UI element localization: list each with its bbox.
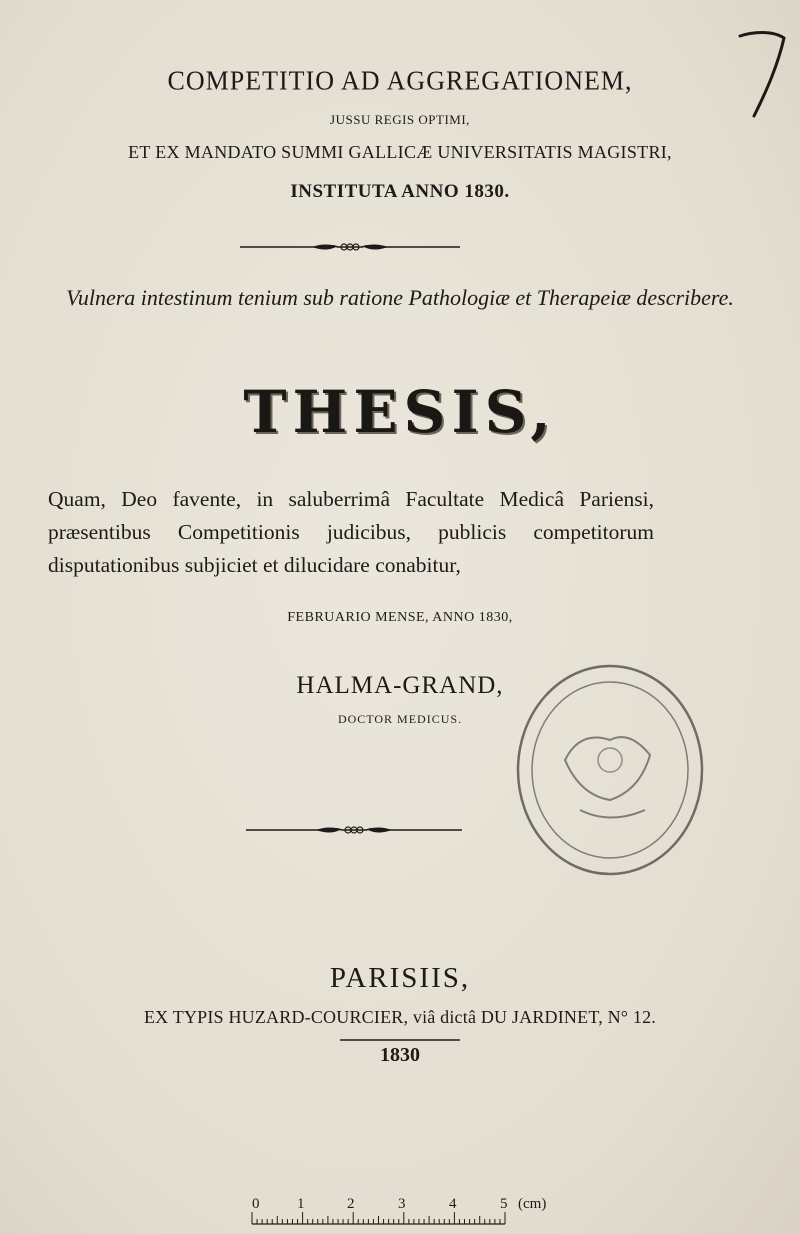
ruler-label: 0 xyxy=(252,1196,260,1212)
date-line: FEBRUARIO MENSE, ANNO 1830, xyxy=(287,610,513,625)
ornament-divider-bottom xyxy=(246,821,462,839)
ruler-unit: (cm) xyxy=(518,1196,547,1212)
ruler-labels xyxy=(252,1196,546,1212)
mandate-line: ET EX MANDATO SUMMI GALLICÆ UNIVERSITATIS MAGISTRI, xyxy=(128,142,672,162)
ruler-label: 3 xyxy=(398,1196,406,1212)
author-title: DOCTOR MEDICUS. xyxy=(337,712,463,726)
ruler-label: 5 xyxy=(500,1196,508,1212)
instituta-line: INSTITUTA ANNO 1830. xyxy=(290,181,510,202)
ornament-divider-top xyxy=(240,238,460,256)
scale-ruler xyxy=(250,1190,560,1226)
thesis-title: THESIS, xyxy=(243,378,557,446)
imprint-printer: EX TYPIS HUZARD-COURCIER, viâ dictâ DU JARDINET, N° 12. xyxy=(143,1007,656,1027)
ruler-label: 4 xyxy=(449,1196,457,1212)
thesis-body: Quam, Deo favente, in saluberrimâ Facultate Medicâ Pariensi, præsentibus Competitionis judicibus, publicis competitorum disputationibus subjiciet et dilucidare conabitur, xyxy=(48,487,654,577)
ruler-ticks xyxy=(252,1212,505,1224)
document-subheading: JUSSU REGIS OPTIMI, xyxy=(330,112,470,127)
library-stamp-icon xyxy=(510,660,710,880)
document-heading: COMPETITIO AD AGGREGATIONEM, xyxy=(167,65,633,96)
imprint-year: 1830 xyxy=(380,1044,420,1066)
year-rule xyxy=(340,1038,460,1042)
ruler-label: 2 xyxy=(347,1196,355,1212)
thesis-subject: Vulnera intestinum tenium sub ratione Pathologiæ et Therapeiæ describere. xyxy=(66,285,734,310)
imprint-city: PARISIIS, xyxy=(329,962,471,994)
ruler-label: 1 xyxy=(297,1196,305,1212)
author-name: HALMA-GRAND, xyxy=(296,672,504,699)
